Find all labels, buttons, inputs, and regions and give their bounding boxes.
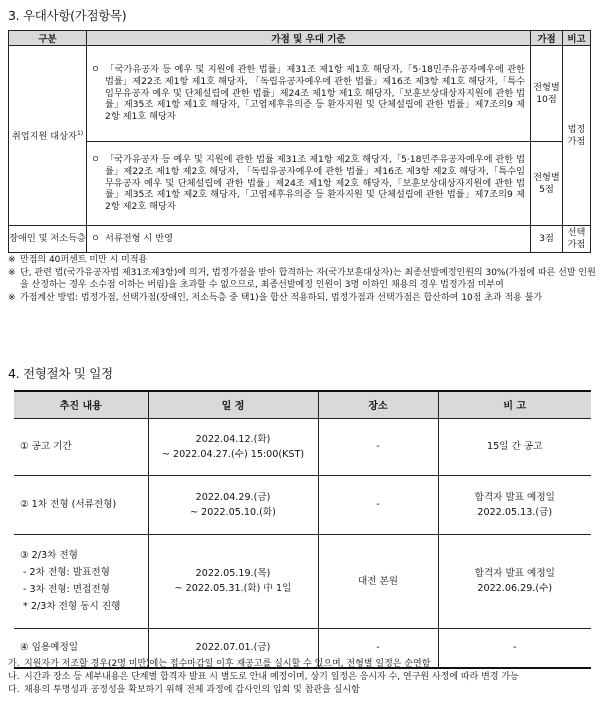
header-category: 구분 (9, 31, 87, 46)
note-text: 단, 관련 법(국가유공자법 제31조제3항)에 의거, 법정가점을 받아 합격하는 자(국가보훈대상자)는 최종선발예정인원의 30%(가점에 따른 선발 인원을 산정하는 경우 소수점 이하는 버림)을 초과할 수 없으므로, 최종선발예정 인원이 3명 이하인 채용의 경우 법정가점 미부여 (20, 267, 596, 290)
bullet: ㅇ (91, 154, 100, 165)
note-mark: ※ (8, 255, 16, 265)
schedule-table (14, 390, 591, 669)
header-points: 가점 (531, 31, 563, 46)
header-remark: 비 고 (438, 391, 591, 418)
criteria-cell (87, 46, 531, 142)
table-row (14, 475, 591, 534)
content-line: - 2차 전형: 발표전형 (20, 567, 110, 578)
footnote-mark: 1) (76, 130, 84, 138)
header-content: 추진 내용 (14, 391, 148, 418)
place-cell: - (318, 418, 438, 475)
bullet: ㅇ (91, 64, 100, 75)
schedule-line: ~ 2022.05.10.(화) (190, 506, 276, 518)
points-cell: 전형별 5점 (531, 142, 563, 226)
preference-notes (8, 254, 596, 304)
schedule-line: ~ 2022.05.31.(화) 中 1일 (174, 583, 292, 594)
remark-line: 2022.06.29.(수) (477, 583, 553, 594)
schedule-line: 2022.07.01.(금) (195, 642, 271, 654)
category-employment (9, 46, 87, 226)
content-line: ④ 임용예정일 (20, 642, 78, 654)
table-row (9, 226, 591, 253)
content-line: * 2/3차 전형 동시 진행 (20, 601, 121, 612)
criteria-item-2: 「국가유공자 등 예우 및 지원에 관한 법률 제31조 제1항 제2호 해당자,「5·18민주유공자예우에 관한 법률」제22조 제1항 제2호 해당자, 「독립유공자예우에 관한 법률」제16조 제3항 제2호 해당자,「특수임무유공자 예우 및 단체설립에 관한 법률」제24조 제1항 제2호 해당자,「보훈보상대상자지원에 관한 법률」제35조 제1항 제2호 해당자,「고엽제후유의증 등 환자지원 및 단체설립에 관한 법률」제7조의9 제2항 제2호 해당자 (105, 154, 525, 213)
header-criteria: 가점 및 우대 기준 (87, 31, 531, 46)
schedule-table-header (14, 391, 591, 418)
note-mark: ※ (8, 292, 16, 303)
category-employment-label: 취업지원 대상자 (11, 131, 77, 143)
content-cell (14, 534, 148, 628)
schedule-line: 2022.04.29.(금) (195, 491, 271, 503)
bullet: ㅇ (91, 233, 100, 245)
list-item (8, 254, 596, 267)
table-row (9, 46, 591, 142)
list-item (8, 267, 596, 292)
schedule-cell (148, 475, 318, 534)
preference-table-header (9, 31, 591, 46)
list-item (8, 671, 596, 684)
note-text: 시간과 장소 등 세부내용은 단계별 합격자 발표 시 별도로 안내 예정이며, 상기 일정은 응시자 수, 연구원 사정에 따라 변경 가능 (24, 672, 519, 682)
schedule-line: 2022.04.12.(화) (195, 433, 271, 445)
place-cell: - (318, 628, 438, 668)
remark-line: - (513, 642, 517, 654)
schedule-line: 2022.05.19.(목) (195, 568, 271, 579)
remark-cell (438, 418, 591, 475)
criteria-cell (87, 226, 531, 253)
note-text: 가점계산 방법: 법정가점, 선택가점(장애인, 저소득층 중 택1)을 합산 적용하되, 법정가점과 선택가점은 합산하여 10점 초과 적용 불가 (20, 292, 543, 303)
place-cell: - (318, 475, 438, 534)
points-cell: 전형별 10점 (531, 46, 563, 142)
schedule-notes (8, 658, 596, 697)
content-line: ③ 2/3차 전형 (20, 550, 78, 561)
list-item (8, 658, 596, 671)
note-mark: 다. (8, 685, 20, 695)
table-row (14, 418, 591, 475)
remark-line: 15일 간 공고 (487, 441, 543, 452)
remark-cell (438, 534, 591, 628)
schedule-cell (148, 418, 318, 475)
remark-line: 합격자 발표 예정일 (474, 568, 555, 579)
table-row (14, 534, 591, 628)
note-mark: ※ (8, 267, 16, 278)
criteria-item-3: 서류전형 시 반영 (105, 233, 173, 245)
note-cell: 선택 가점 (563, 226, 591, 253)
note-text: 만점의 40퍼센트 미만 시 미적용 (20, 255, 148, 265)
content-cell (14, 418, 148, 475)
criteria-item-1: 「국가유공자 등 예우 및 지원에 관한 법률」제31조 제1항 제1호 해당자,「5·18민주유공자예우에 관한 법률」제22조 제1항 제1호 해당자, 「독립유공자예우에 관한 법률」제16조 제3항 제1호 해당자,「특수임무유공자 예우 및 단체설립에 관한 법률」제24조 제1항 제1호 해당자,「보훈보상대상자지원에 관한 법률」제35조 제1항 제1호 해당자,「고엽제후유의증 등 환자지원 및 단체설립에 관한 법률」제7조의9 제2항 제1호 해당자 (105, 64, 526, 123)
category-disabled: 장애인 및 저소득층 (9, 226, 87, 253)
table-row (9, 142, 591, 226)
header-place: 장소 (318, 391, 438, 418)
section-3-title: 3. 우대사항(가점항목) (8, 8, 127, 23)
points-cell: 3점 (531, 226, 563, 253)
note-text: 지원자가 저조할 경우(2명 미만)에는 접수마감일 이후 재공고를 실시할 수 있으며, 전형별 일정은 순연함 (24, 659, 431, 669)
header-schedule: 일 정 (148, 391, 318, 418)
remark-line: 2022.05.13.(금) (477, 506, 553, 518)
content-line: - 3차 전형: 면접전형 (20, 584, 110, 595)
schedule-line: ~ 2022.04.27.(수) 15:00(KST) (161, 448, 305, 460)
remark-line: 합격자 발표 예정일 (474, 491, 555, 503)
place-cell: 대전 본원 (318, 534, 438, 628)
list-item (8, 292, 596, 305)
list-item (8, 684, 596, 697)
note-mark: 가. (8, 659, 20, 669)
remark-cell (438, 475, 591, 534)
content-line: ① 공고 기간 (20, 441, 72, 452)
content-line: ② 1차 전형 (서류전형) (20, 499, 117, 510)
content-cell (14, 475, 148, 534)
header-note: 비고 (563, 31, 591, 46)
note-text: 채용의 투명성과 공정성을 확보하기 위해 전체 과정에 감사인의 입회 및 참관을 실시함 (24, 685, 360, 695)
preference-table (8, 30, 591, 253)
criteria-cell (87, 142, 531, 226)
note-mark: 나. (8, 672, 20, 682)
note-cell: 법정 가점 (563, 46, 591, 226)
schedule-cell (148, 534, 318, 628)
section-4-title: 4. 전형절차 및 일정 (8, 366, 113, 381)
